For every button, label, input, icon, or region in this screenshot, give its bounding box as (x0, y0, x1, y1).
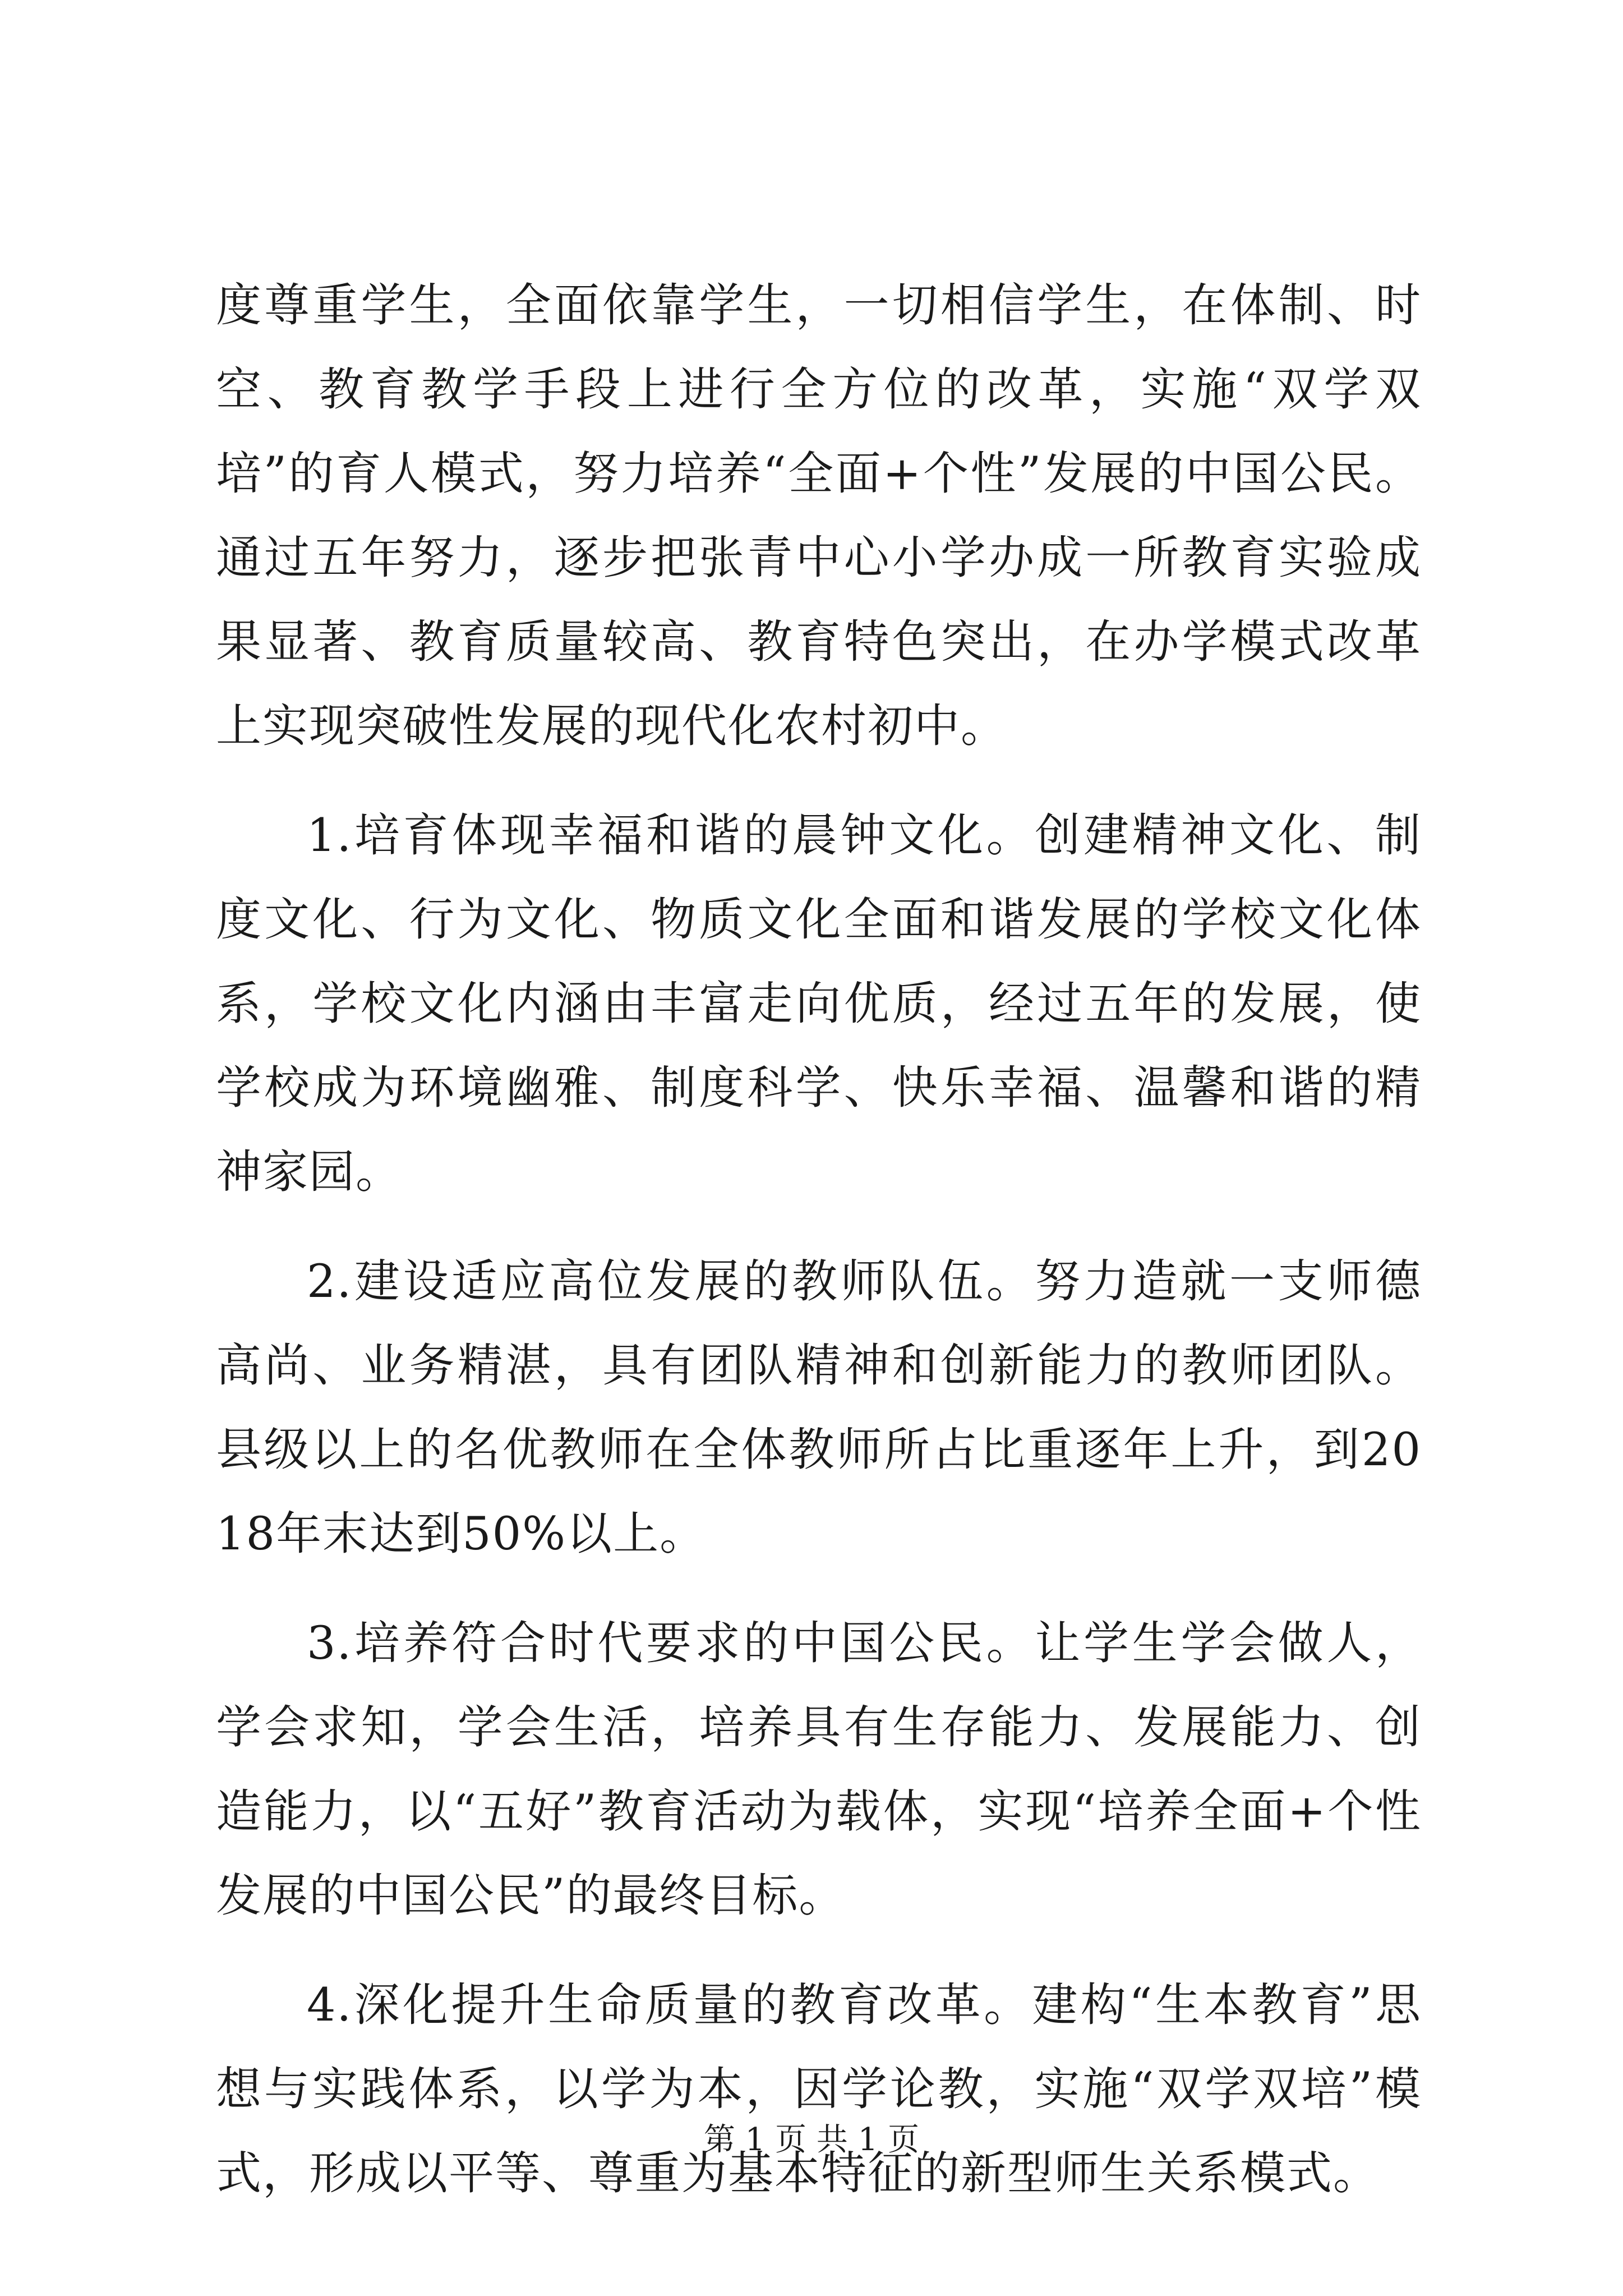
paragraph-item-3: 3.培养符合时代要求的中国公民。让学生学会做人，学会求知，学会生活，培养具有生存能力、发展能力、创造能力，以“五好”教育活动为载体，实现“培养全面+个性发展的中国公民”的最终目标。 (216, 1617, 1422, 1922)
paragraph-item-4: 4.深化提升生命质量的教育改革。建构“生本教育”思想与实践体系，以学为本，因学论教，实施“双学双培”模式，形成以平等、尊重为基本特征的新型师生关系模式。 (216, 1979, 1422, 2200)
document-body (216, 264, 1422, 2216)
paragraph-item-2: 2.建设适应高位发展的教师队伍。努力造就一支师德高尚、业务精湛，具有团队精神和创新能力的教师团队。县级以上的名优教师在全体教师所占比重逐年上升，到2018年末达到50%以上。 (216, 1255, 1422, 1561)
paragraph-item-1: 1.培育体现幸福和谐的晨钟文化。创建精神文化、制度文化、行为文化、物质文化全面和谐发展的学校文化体系，学校文化内涵由丰富走向优质，经过五年的发展，使学校成为环境幽雅、制度科学、快乐幸福、温馨和谐的精神家园。 (216, 809, 1422, 1199)
page-number-footer: 第 1 页 共 1 页 (703, 2122, 920, 2158)
paragraph-intro-continuation: 度尊重学生，全面依靠学生，一切相信学生，在体制、时空、教育教学手段上进行全方位的改革，实施“双学双培”的育人模式，努力培养“全面+个性”发展的中国公民。通过五年努力，逐步把张青中心小学办成一所教育实验成果显著、教育质量较高、教育特色突出，在办学模式改革上实现突破性发展的现代化农村初中。 (216, 279, 1422, 753)
